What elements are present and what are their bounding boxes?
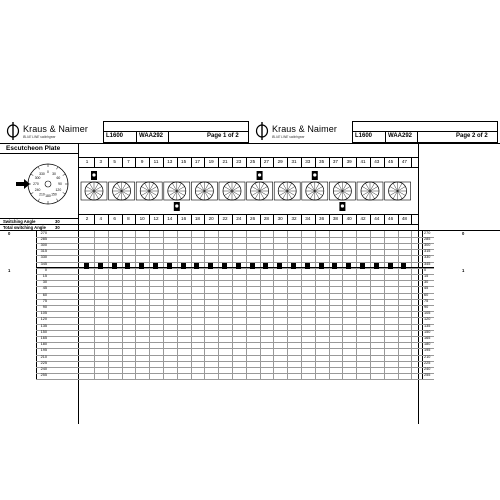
cam-disc: [329, 182, 355, 211]
angle-value-right: 345: [424, 261, 431, 266]
terminal-label: 12: [153, 216, 159, 221]
escutcheon-dial: [6, 160, 76, 210]
contact-closed-mark: [319, 263, 324, 269]
contact-closed-mark: [291, 263, 296, 269]
dial-label: 300: [34, 176, 41, 181]
terminal-label: 7: [127, 159, 130, 164]
terminal-label: 18: [194, 216, 200, 221]
terminal-label: 33: [305, 159, 311, 164]
contact-closed-mark: [332, 263, 337, 269]
terminal-label: 37: [332, 159, 338, 164]
angle-value-left: 150: [40, 329, 47, 334]
cam-disc: [109, 182, 135, 200]
dial-label: 240: [34, 188, 41, 193]
terminal-label: 20: [208, 216, 214, 221]
angle-value-right: 75: [424, 298, 429, 303]
brand-tagline: BLUE LINE switchgear: [272, 134, 305, 139]
terminal-label: 17: [194, 159, 200, 164]
angle-value-left: 15: [42, 273, 47, 278]
terminal-label: 42: [360, 216, 366, 221]
contact-closed-mark: [374, 263, 379, 269]
cam-disc: [136, 182, 162, 200]
angle-value-left: 270: [40, 230, 47, 235]
angle-value-left: 345: [40, 261, 47, 266]
contact-closed-mark: [125, 263, 130, 269]
terminal-label: 1: [85, 159, 89, 164]
terminal-label: 47: [401, 159, 407, 164]
terminal-label: 4: [99, 216, 103, 221]
position-label-left-0: 0: [8, 231, 11, 236]
dial-label: 210: [39, 192, 45, 197]
angle-value-left: 165: [40, 335, 47, 340]
dial-label: 330: [39, 171, 45, 176]
angle-value-right: 45: [424, 286, 429, 291]
contact-closed-mark: [181, 263, 186, 269]
angle-value-right: 165: [424, 335, 431, 340]
angle-value-right: 15: [424, 273, 429, 278]
angle-value-right: 0: [424, 267, 427, 272]
angle-value-left: 0: [44, 267, 47, 272]
contact-closed-mark: [277, 263, 282, 269]
terminal-label: 9: [140, 159, 144, 164]
switching-angle-value: 30: [55, 219, 60, 224]
terminal-label: 6: [113, 216, 116, 221]
terminal-label: 5: [113, 159, 116, 164]
position-label-right-1: 1: [462, 268, 465, 273]
brand-name: Kraus & Naimer: [272, 123, 337, 134]
angle-value-right: 300: [424, 242, 431, 247]
terminal-label: 45: [388, 159, 394, 164]
brand-tagline: BLUE LINE switchgear: [23, 134, 56, 139]
terminal-label: 32: [291, 216, 297, 221]
cam-disc: [385, 182, 411, 200]
terminal-label: 41: [360, 159, 366, 164]
terminal-label: 40: [346, 216, 352, 221]
contact-closed-mark: [208, 263, 213, 269]
product-code: WAA292: [139, 133, 164, 139]
contact-closed-mark: [153, 263, 158, 269]
angle-value-right: 270: [424, 230, 431, 235]
total-switching-angle-label: Total switching Angle: [3, 225, 46, 230]
angle-value-right: 240: [424, 366, 431, 371]
contact-closed-mark: [250, 263, 255, 269]
contact-closed-mark: [263, 263, 268, 269]
angle-value-right: 255: [424, 373, 431, 378]
angle-value-right: 285: [424, 236, 431, 241]
page-indicator: Page 1 of 2: [207, 133, 239, 139]
contact-closed-mark: [112, 263, 117, 269]
angle-value-left: 195: [40, 348, 47, 353]
angle-value-right: 225: [424, 360, 431, 365]
cam-disc: [81, 171, 107, 200]
angle-value-right: 330: [424, 255, 431, 260]
angle-value-right: 105: [424, 311, 431, 316]
terminal-label: 11: [153, 159, 159, 164]
terminal-label: 10: [139, 216, 145, 221]
cam-disc: [274, 182, 300, 200]
angle-value-right: 30: [424, 280, 429, 285]
handle-arrow-icon: [16, 179, 30, 189]
cam-disc: [302, 171, 328, 200]
contact-closed-mark: [360, 263, 365, 269]
terminal-label: 30: [277, 216, 283, 221]
terminal-label: 31: [291, 159, 297, 164]
contact-closed-mark: [139, 263, 144, 269]
angle-value-right: 315: [424, 249, 431, 254]
angle-value-right: 120: [424, 317, 431, 322]
terminal-label: 35: [319, 159, 325, 164]
terminal-label: 8: [127, 216, 130, 221]
phi-logo-icon: [6, 122, 20, 140]
angle-value-left: 300: [40, 242, 47, 247]
contact-closed-mark: [401, 263, 406, 269]
terminal-label: 38: [332, 216, 338, 221]
terminal-label: 27: [263, 159, 269, 164]
phi-logo-icon: [255, 122, 269, 140]
angle-value-left: 180: [40, 342, 47, 347]
angle-value-right: 90: [424, 304, 429, 309]
cam-disc: [357, 182, 383, 200]
total-switching-angle-value: 30: [55, 225, 60, 230]
contact-closed-mark: [98, 263, 103, 269]
angle-value-right: 195: [424, 348, 431, 353]
terminal-label: 19: [208, 159, 214, 164]
terminal-label: 29: [277, 159, 283, 164]
angle-value-right: 60: [424, 292, 429, 297]
angle-value-right: 150: [424, 329, 431, 334]
terminal-label: 28: [263, 216, 269, 221]
brand-block-right: [255, 122, 337, 140]
terminal-label: 14: [167, 216, 173, 221]
dial-label: 270: [33, 182, 39, 187]
dial-label: 60: [56, 176, 61, 181]
terminal-label: 3: [99, 159, 103, 164]
terminal-row-top-line: [78, 157, 418, 158]
angle-value-left: 285: [40, 236, 47, 241]
dial-label: 150: [51, 192, 57, 197]
angle-value-right: 135: [424, 323, 431, 328]
terminal-label: 43: [374, 159, 380, 164]
contact-closed-mark: [222, 263, 227, 269]
angle-value-left: 105: [40, 311, 47, 316]
angle-value-left: 210: [40, 354, 47, 359]
angle-value-right: 180: [424, 342, 431, 347]
cam-diagram-svg: [78, 168, 418, 214]
angle-value-right: 210: [424, 354, 431, 359]
position-label-left-1: 1: [8, 268, 11, 273]
part-number: L1600: [106, 133, 124, 139]
terminal-label: 16: [181, 216, 187, 221]
page-indicator: Page 2 of 2: [456, 133, 488, 139]
terminal-label: 24: [236, 216, 242, 221]
dial-label: 30: [52, 171, 56, 176]
position-label-right-0: 0: [462, 231, 465, 236]
terminal-label: 22: [222, 216, 228, 221]
angle-value-left: 120: [40, 317, 47, 322]
product-code: WAA292: [388, 133, 413, 139]
terminal-label: 46: [388, 216, 394, 221]
angle-value-left: 45: [42, 286, 47, 291]
contact-closed-mark: [346, 263, 351, 269]
terminal-label: 21: [222, 159, 228, 164]
angle-value-left: 135: [40, 323, 47, 328]
terminal-label: 26: [250, 216, 256, 221]
dial-label: 120: [55, 188, 62, 193]
switching-angle-label: Switching Angle: [3, 219, 36, 224]
angle-value-left: 90: [42, 304, 47, 309]
angle-value-left: 30: [42, 280, 47, 285]
dial-label: 180: [45, 194, 51, 199]
cam-disc: [247, 171, 273, 200]
angle-value-left: 225: [40, 360, 47, 365]
angle-value-left: 60: [42, 292, 47, 297]
terminal-label: 2: [85, 216, 89, 221]
cam-disc: [191, 182, 217, 200]
angle-value-left: 315: [40, 249, 47, 254]
angle-value-left: 240: [40, 366, 47, 371]
terminal-label: 44: [374, 216, 380, 221]
cam-disc: [164, 182, 190, 211]
terminal-label: 48: [401, 216, 407, 221]
dial-label: 90: [58, 182, 62, 187]
contact-closed-mark: [236, 263, 241, 269]
terminal-label: 23: [236, 159, 242, 164]
terminal-label: 13: [167, 159, 173, 164]
angle-value-left: 330: [40, 255, 47, 260]
terminal-label: 25: [250, 159, 256, 164]
cam-disc: [219, 182, 245, 200]
terminal-label: 15: [181, 159, 187, 164]
brand-name: Kraus & Naimer: [23, 123, 88, 134]
escutcheon-title: Escutcheon Plate: [6, 145, 61, 152]
contact-closed-mark: [84, 263, 89, 269]
dial-label: 0: [47, 170, 49, 175]
brand-block-left: [6, 122, 88, 140]
contact-closed-mark: [194, 263, 199, 269]
terminal-label: 34: [305, 216, 311, 221]
contact-closed-mark: [388, 263, 393, 269]
contact-closed-mark: [305, 263, 310, 269]
angle-value-left: 255: [40, 373, 47, 378]
angle-value-left: 75: [42, 298, 47, 303]
terminal-label: 36: [319, 216, 325, 221]
part-number: L1600: [355, 133, 373, 139]
contact-closed-mark: [167, 263, 172, 269]
terminal-label: 39: [346, 159, 352, 164]
